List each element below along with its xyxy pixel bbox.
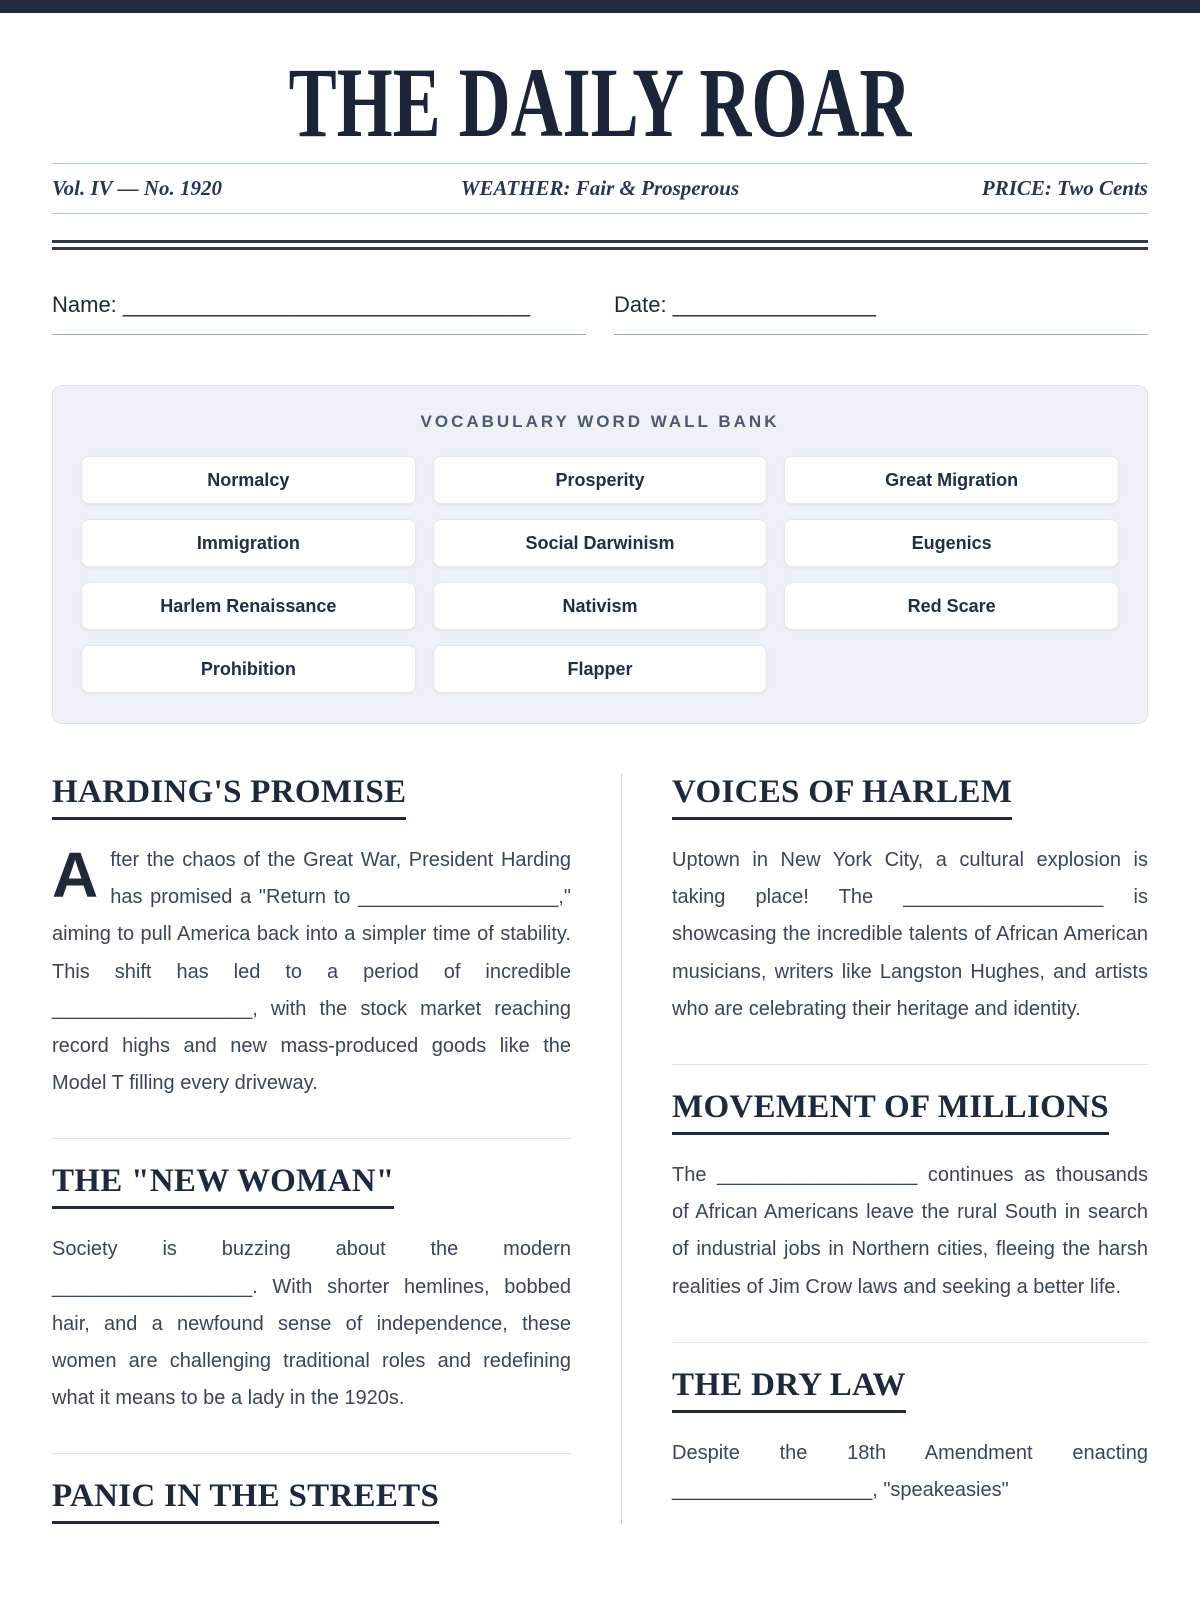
headline-voices-of-harlem: VOICES OF HARLEM [672, 774, 1012, 820]
article-voices-of-harlem [672, 774, 1148, 1028]
headline-panic-in-the-streets: PANIC IN THE STREETS [52, 1478, 439, 1524]
article-body [672, 1435, 1148, 1509]
word-chip-immigration[interactable]: Immigration [81, 519, 416, 567]
article-divider [52, 1138, 571, 1139]
price-note: PRICE: Two Cents [981, 176, 1148, 200]
newspaper-title: THE DAILY ROAR [288, 47, 912, 158]
body-text: fter the chaos of the Great War, President Harding has promised a "Return to __________________," aiming to pull America back into a simpler time of stability. This shift has led to a period of incredible __________________, with the stock market reaching record highs and new mass-produced goods like the Model T filling every driveway. [52, 849, 571, 1095]
article-the-dry-law [672, 1367, 1148, 1509]
body-text: Society is buzzing about the modern __________________. With shorter hemlines, bobbed hair, and a newfound sense of independence, these women are challenging traditional roles and redefining what it means to be a lady in the 1920s. [52, 1238, 571, 1410]
volume-number: Vol. IV — No. 1920 [52, 176, 222, 200]
articles-section [52, 774, 1148, 1524]
student-info-row [52, 292, 1148, 335]
name-field [52, 292, 586, 335]
word-chip-red-scare[interactable]: Red Scare [784, 582, 1119, 630]
word-chip-great-migration[interactable]: Great Migration [784, 456, 1119, 504]
body-text: The __________________ continues as thousands of African Americans leave the rural South in search of industrial jobs in Northern cities, fleeing the harsh realities of Jim Crow laws and seeking a better life. [672, 1164, 1148, 1298]
article-movement-of-millions [672, 1089, 1148, 1306]
article-hardings-promise [52, 774, 571, 1102]
word-bank-title: VOCABULARY WORD WALL BANK [420, 412, 780, 431]
article-body [672, 842, 1148, 1028]
word-chip-flapper[interactable]: Flapper [433, 645, 768, 693]
word-chip-normalcy[interactable]: Normalcy [81, 456, 416, 504]
headline-the-dry-law: THE DRY LAW [672, 1367, 906, 1413]
worksheet-page [0, 47, 1200, 1524]
masthead-double-rule [52, 240, 1148, 250]
name-blank-line: ________________________________ [122, 292, 531, 317]
word-chip-prosperity[interactable]: Prosperity [433, 456, 768, 504]
article-body [52, 1231, 571, 1417]
date-blank-line: ________________ [672, 292, 877, 317]
word-chip-nativism[interactable]: Nativism [433, 582, 768, 630]
article-panic-in-the-streets [52, 1478, 571, 1524]
headline-new-woman: THE "NEW WOMAN" [52, 1163, 394, 1209]
word-chip-social-darwinism[interactable]: Social Darwinism [433, 519, 768, 567]
column-divider [621, 774, 622, 1524]
body-text: Despite the 18th Amendment enacting __________________, "speakeasies" [672, 1441, 1148, 1502]
article-divider [672, 1342, 1148, 1343]
headline-hardings-promise: HARDING'S PROMISE [52, 774, 406, 820]
word-chip-harlem-renaissance[interactable]: Harlem Renaissance [81, 582, 416, 630]
date-field [614, 292, 1148, 335]
article-divider [52, 1453, 571, 1454]
article-body [672, 1157, 1148, 1306]
drop-cap: A [52, 839, 99, 911]
word-chip-eugenics[interactable]: Eugenics [784, 519, 1119, 567]
name-label: Name: [52, 292, 117, 317]
dateline-row [52, 164, 1148, 214]
word-chip-prohibition[interactable]: Prohibition [81, 645, 416, 693]
article-new-woman [52, 1163, 571, 1417]
top-bar [0, 0, 1200, 13]
weather-note: WEATHER: Fair & Prosperous [460, 176, 740, 200]
word-bank-grid [81, 456, 1119, 693]
masthead [52, 47, 1148, 250]
body-text: Uptown in New York City, a cultural explosion is taking place! The __________________ is showcasing the incredible talents of African American musicians, writers like Langston Hughes, and artists who are celebrating their heritage and identity. [672, 849, 1148, 1020]
vocabulary-word-bank [52, 385, 1148, 724]
left-column [52, 774, 571, 1524]
article-body [52, 839, 571, 1102]
article-divider [672, 1064, 1148, 1065]
right-column [672, 774, 1148, 1524]
date-label: Date: [614, 292, 667, 317]
headline-movement-of-millions: MOVEMENT OF MILLIONS [672, 1089, 1109, 1135]
